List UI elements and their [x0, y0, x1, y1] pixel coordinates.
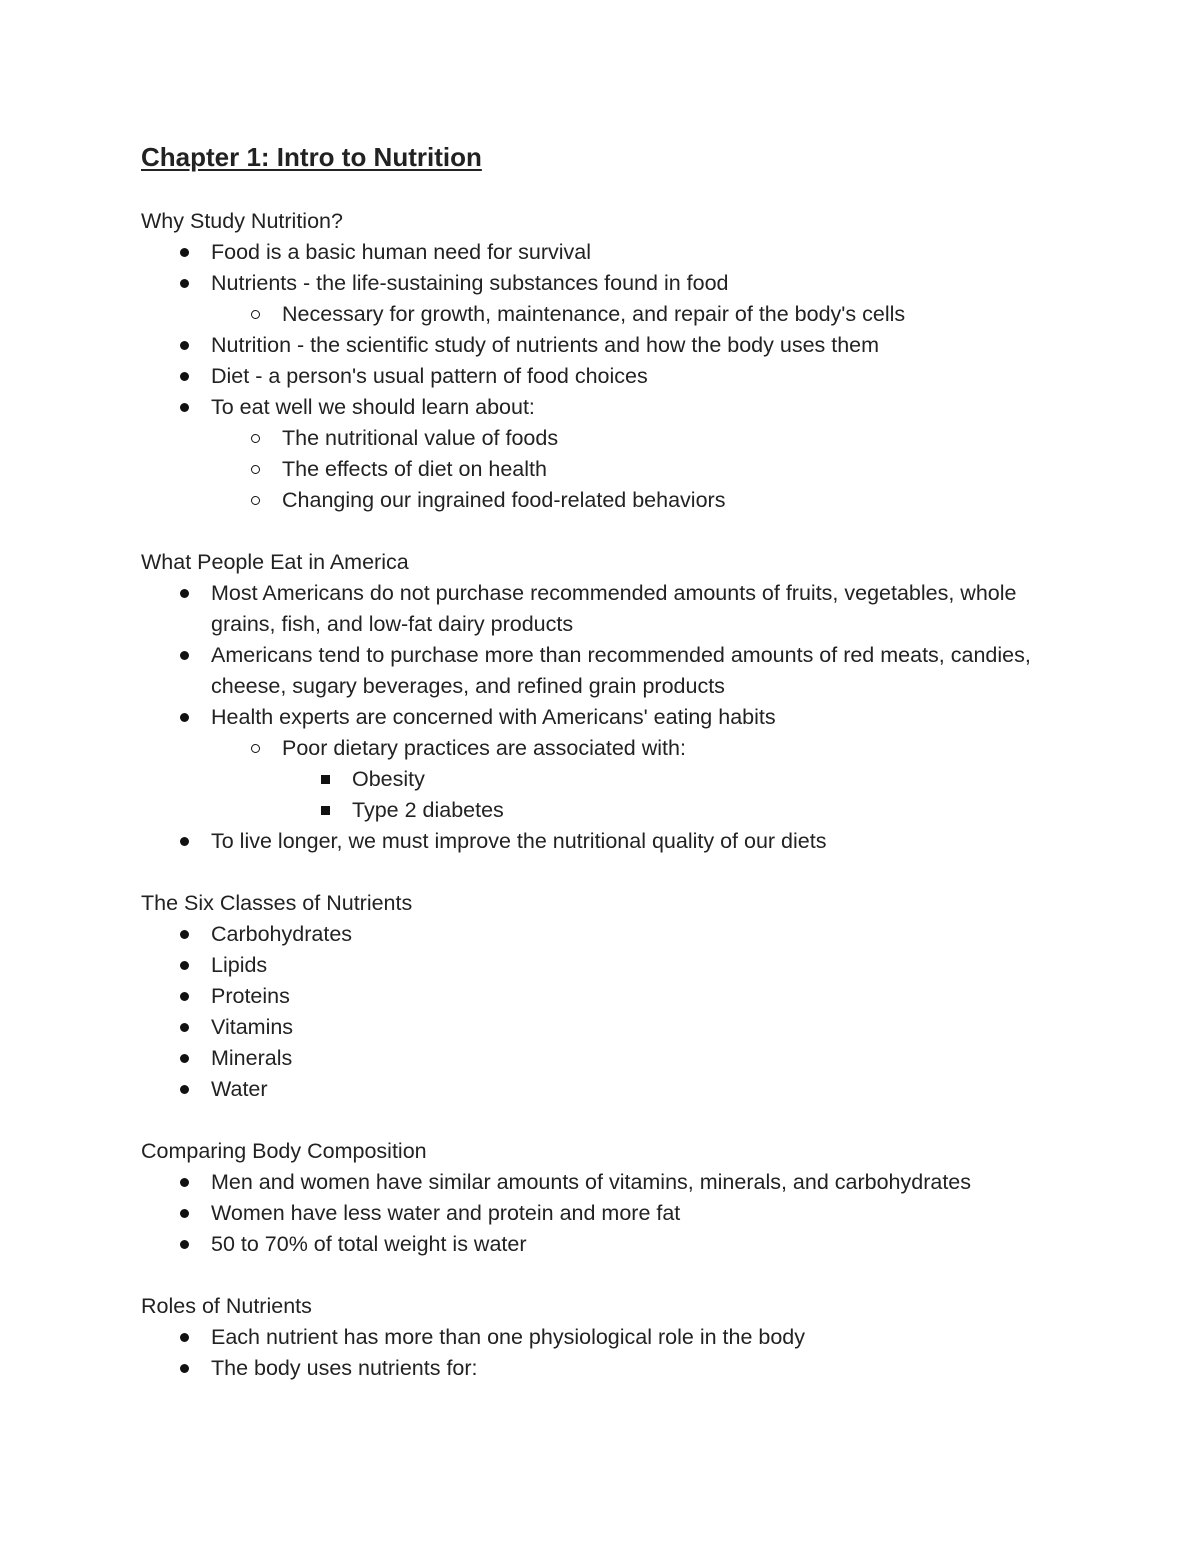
list-item: [141, 919, 1061, 950]
list-item-text: Vitamins: [211, 1015, 294, 1039]
bullet-disc-icon: [178, 702, 190, 733]
list-item-text: Americans tend to purchase more than recommended amounts of red meats, candies, cheese, sugary beverages, and refined grain products: [211, 643, 1031, 698]
list-item: [141, 981, 1061, 1012]
page-title: Chapter 1: Intro to Nutrition: [141, 142, 482, 172]
list-item: [141, 795, 1061, 826]
bullet-disc-icon: [178, 237, 190, 268]
bullet-disc-icon: [178, 640, 190, 671]
bullet-list: [141, 1167, 1061, 1260]
section-heading: What People Eat in America: [141, 550, 409, 574]
list-item-text: Men and women have similar amounts of vitamins, minerals, and carbohydrates: [211, 1170, 972, 1194]
list-item-text: 50 to 70% of total weight is water: [211, 1232, 527, 1256]
section-heading: The Six Classes of Nutrients: [141, 891, 413, 915]
list-item-text: To eat well we should learn about:: [211, 395, 535, 419]
list-item: [141, 299, 1061, 330]
list-item-text: Proteins: [211, 984, 290, 1008]
list-item-text: Obesity: [352, 767, 425, 791]
bullet-square-icon: [319, 764, 331, 795]
list-item-text: Lipids: [211, 953, 268, 977]
list-item-text: Most Americans do not purchase recommended amounts of fruits, vegetables, whole grains, fish, and low-fat dairy products: [211, 581, 1017, 636]
list-item: [141, 733, 1061, 764]
bullet-disc-icon: [178, 1043, 190, 1074]
list-item: [141, 1167, 1061, 1198]
list-item-text: Women have less water and protein and more fat: [211, 1201, 681, 1225]
list-item: [141, 826, 1061, 857]
list-item-text: Type 2 diabetes: [352, 798, 504, 822]
bullet-disc-icon: [178, 1229, 190, 1260]
bullet-list: [141, 578, 1061, 857]
bullet-disc-icon: [178, 1074, 190, 1105]
bullet-circle-icon: [249, 299, 261, 330]
bullet-circle-icon: [249, 485, 261, 516]
list-item: [141, 1043, 1061, 1074]
list-item: [141, 640, 1061, 702]
list-item-text: The body uses nutrients for:: [211, 1356, 478, 1380]
list-item: [141, 454, 1061, 485]
section-heading: Roles of Nutrients: [141, 1294, 312, 1318]
document-content: [141, 140, 1061, 1415]
bullet-disc-icon: [178, 1322, 190, 1353]
bullet-circle-icon: [249, 733, 261, 764]
list-item-text: Carbohydrates: [211, 922, 353, 946]
list-item: [141, 578, 1061, 640]
section-heading: Comparing Body Composition: [141, 1139, 427, 1163]
list-item-text: The nutritional value of foods: [282, 426, 559, 450]
list-item: [141, 1322, 1061, 1353]
bullet-disc-icon: [178, 1353, 190, 1384]
list-item-text: Food is a basic human need for survival: [211, 240, 592, 264]
bullet-disc-icon: [178, 950, 190, 981]
list-item: [141, 950, 1061, 981]
bullet-disc-icon: [178, 330, 190, 361]
bullet-disc-icon: [178, 1012, 190, 1043]
bullet-circle-icon: [249, 423, 261, 454]
list-item-text: Health experts are concerned with Americans' eating habits: [211, 705, 776, 729]
list-item: [141, 1074, 1061, 1105]
list-item: [141, 392, 1061, 423]
section: [141, 1136, 1061, 1260]
list-item-text: Necessary for growth, maintenance, and repair of the body's cells: [282, 302, 906, 326]
list-item: [141, 485, 1061, 516]
bullet-circle-icon: [249, 454, 261, 485]
list-item-text: Minerals: [211, 1046, 293, 1070]
bullet-disc-icon: [178, 919, 190, 950]
bullet-disc-icon: [178, 268, 190, 299]
bullet-list: [141, 1322, 1061, 1384]
section: [141, 547, 1061, 857]
sections-container: [141, 206, 1061, 1384]
list-item-text: Water: [211, 1077, 268, 1101]
list-item: [141, 268, 1061, 299]
list-item: [141, 361, 1061, 392]
list-item-text: Changing our ingrained food-related behaviors: [282, 488, 726, 512]
section: [141, 888, 1061, 1105]
section-heading: Why Study Nutrition?: [141, 209, 343, 233]
bullet-list: [141, 237, 1061, 516]
bullet-disc-icon: [178, 1198, 190, 1229]
list-item: [141, 237, 1061, 268]
list-item: [141, 330, 1061, 361]
bullet-disc-icon: [178, 392, 190, 423]
bullet-disc-icon: [178, 826, 190, 857]
list-item: [141, 1198, 1061, 1229]
list-item: [141, 1229, 1061, 1260]
section: [141, 1291, 1061, 1384]
bullet-disc-icon: [178, 981, 190, 1012]
list-item: [141, 764, 1061, 795]
list-item-text: To live longer, we must improve the nutritional quality of our diets: [211, 829, 827, 853]
list-item-text: Poor dietary practices are associated with:: [282, 736, 686, 760]
bullet-disc-icon: [178, 1167, 190, 1198]
list-item: [141, 702, 1061, 733]
list-item: [141, 1012, 1061, 1043]
bullet-square-icon: [319, 795, 331, 826]
list-item-text: The effects of diet on health: [282, 457, 547, 481]
bullet-disc-icon: [178, 361, 190, 392]
list-item: [141, 1353, 1061, 1384]
list-item-text: Nutrition - the scientific study of nutrients and how the body uses them: [211, 333, 880, 357]
bullet-list: [141, 919, 1061, 1105]
bullet-disc-icon: [178, 578, 190, 609]
list-item-text: Nutrients - the life-sustaining substances found in food: [211, 271, 729, 295]
list-item: [141, 423, 1061, 454]
section: [141, 206, 1061, 516]
list-item-text: Each nutrient has more than one physiological role in the body: [211, 1325, 806, 1349]
list-item-text: Diet - a person's usual pattern of food choices: [211, 364, 648, 388]
